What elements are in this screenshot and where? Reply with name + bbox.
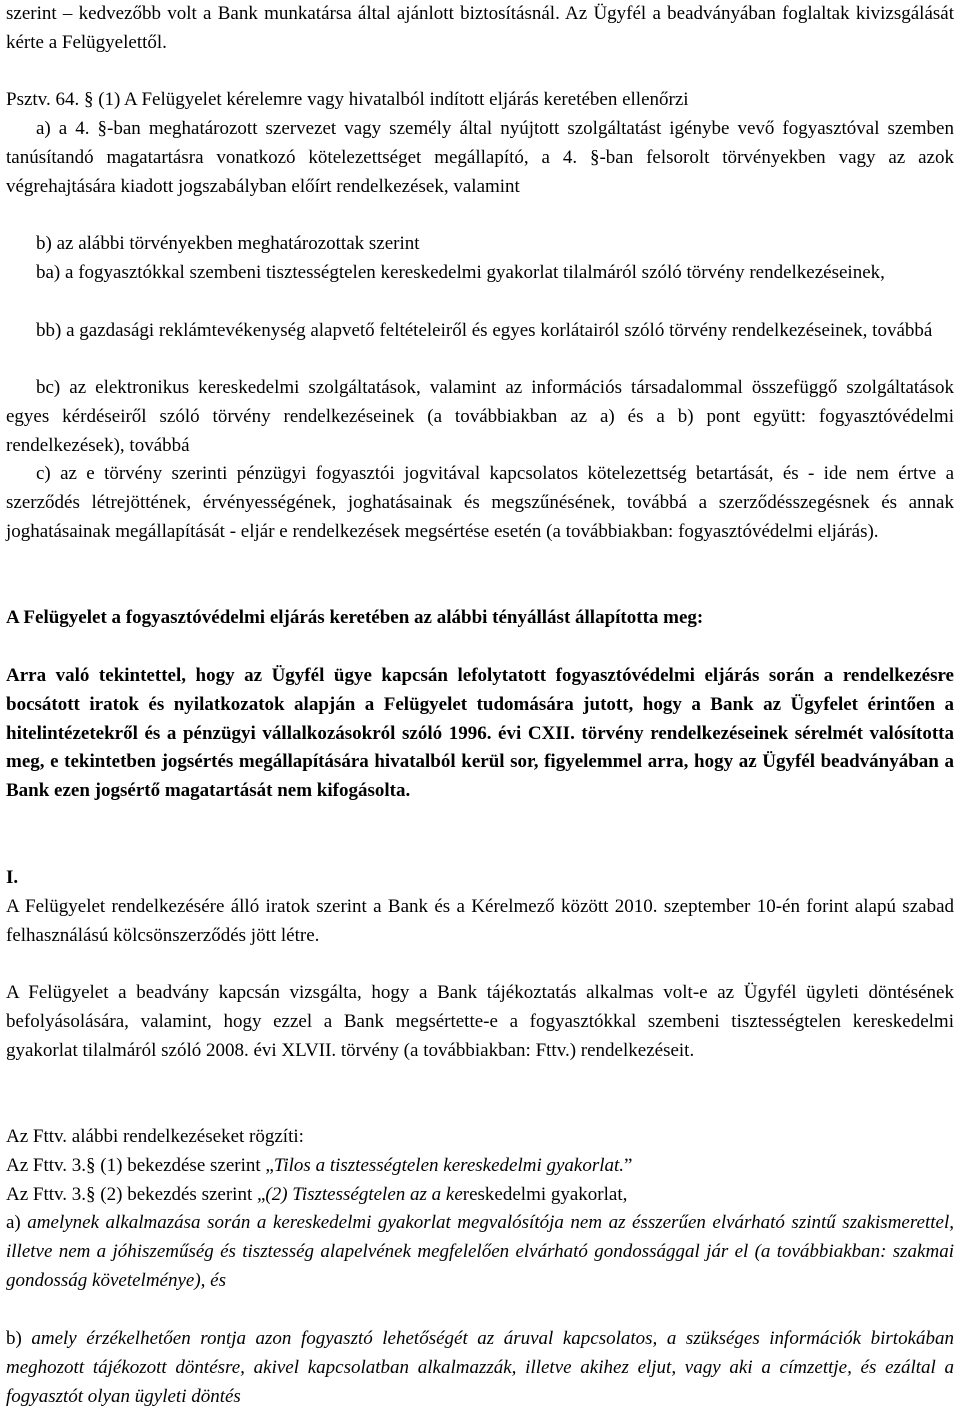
paragraph-psztv: Psztv. 64. § (1) A Felügyelet kérelemre vagy hivatalból indított eljárás keretében ellenőrzi [6, 89, 689, 110]
paragraph-section-I: A Felügyelet rendelkezésére álló iratok szerint a Bank és a Kérelmező között 2010. szeptember 10-én forint alapú szabad felhasználású kölcsönszerződés jött létre. [6, 896, 954, 946]
fttv-b-text: amely érzékelhetően rontja azon fogyasztó lehetőségét az áruval kapcsolatos, a szükséges információk birtokában meghozott tájékozott döntésre, akivel kapcsolatban alkalmazzák, illetve akihez eljut, vagy aki a címzettje, és ezáltal a fogyasztót olyan ügyleti döntés [6, 1328, 955, 1407]
paragraph-point-a: a) a 4. §-ban meghatározott szervezet vagy személy által nyújtott szolgáltatást igénybe vevő fogyasztóval szemben tanúsítandó magatartásra vonatkozó kötelezettséget megállapító, a 4. §-ban felsorolt törvényekben vagy az azok végrehajtására kiadott jogszabályban előírt rendelkezések, valamint [6, 118, 954, 197]
paragraph-examination: A Felügyelet a beadvány kapcsán vizsgálta, hogy a Bank tájékoztatás alkalmas volt-e az Ügyfél ügyleti döntésének befolyásolására, valamint, hogy ezzel a Bank megsértette-e a fogyasztókkal szembeni tisztességtelen kereskedelmi gyakorlat tilalmáról szóló 2008. évi XLVII. törvény (a továbbiakban: Fttv.) rendelkezéseit. [6, 982, 954, 1061]
fttv-3-2-quote: (2) Tisztességtelen az a ke [265, 1184, 463, 1205]
paragraph-point-bb: bb) a gazdasági reklámtevékenység alapvető feltételeiről és egyes korlátairól szóló törvény rendelkezéseinek, továbbá [36, 320, 933, 341]
fttv-3-1-quote: Tilos a tisztességtelen kereskedelmi gyakorlat. [273, 1155, 625, 1176]
heading-findings: A Felügyelet a fogyasztóvédelmi eljárás keretében az alábbi tényállást állapította meg: [6, 607, 704, 628]
paragraph-top: szerint – kedvezőbb volt a Bank munkatársa által ajánlott biztosításnál. Az Ügyfél a beadványában foglaltak kivizsgálását kérte a Felügyelettől. [6, 3, 954, 53]
fttv-3-2 [6, 1181, 954, 1210]
fttv-a-text: amelynek alkalmazása során a kereskedelmi gyakorlat megvalósítója nem az ésszerűen elvárható szintű szakismerettel, illetve nem a jóhiszeműség és tisztesség alapelvének megfelelően elvárható gondossággal jár el (a továbbiakban: szakmai gondosság követelménye), és [6, 1212, 954, 1291]
paragraph-point-bc: bc) az elektronikus kereskedelmi szolgáltatások, valamint az információs társadalommal összefüggő szolgáltatások egyes kérdéseiről szóló törvény rendelkezéseinek (a továbbiakban az a) és a b) pont együtt: fogyasztóvédelmi rendelkezések), továbbá [6, 377, 954, 456]
fttv-3-1 [6, 1152, 954, 1181]
fttv-3-2-prefix: Az Fttv. 3.§ (2) bekezdés szerint „ [6, 1184, 266, 1205]
section-heading-I: I. [6, 867, 19, 888]
paragraph-point-b: b) az alábbi törvényekben meghatározottak szerint [36, 233, 420, 254]
fttv-3-1-prefix: Az Fttv. 3.§ (1) bekezdése szerint „ [6, 1155, 274, 1176]
paragraph-fttv-b [6, 1325, 954, 1411]
fttv-3-2-suffix: reskedelmi gyakorlat, [462, 1184, 628, 1205]
paragraph-point-ba: ba) a fogyasztókkal szembeni tisztességtelen kereskedelmi gyakorlat tilalmáról szóló törvény rendelkezéseinek, [36, 262, 885, 283]
fttv-b-prefix: b) [6, 1328, 32, 1349]
fttv-3-1-suffix: ” [624, 1155, 633, 1176]
fttv-intro: Az Fttv. alábbi rendelkezéseket rögzíti: [6, 1126, 304, 1147]
paragraph-point-c: c) az e törvény szerinti pénzügyi fogyasztói jogvitával kapcsolatos kötelezettség betartását, és - ide nem értve a szerződés létrejöttének, érvényességének, joghatásainak és megszűnésének, továbbá a szerződésszegésnek és annak joghatásainak megállapítását - eljár e rendelkezések megsértése esetén (a továbbiakban: fogyasztóvédelmi eljárás). [6, 463, 954, 542]
paragraph-fttv-a [6, 1209, 954, 1295]
fttv-a-prefix: a) [6, 1212, 28, 1233]
paragraph-bold-finding: Arra való tekintettel, hogy az Ügyfél ügye kapcsán lefolytatott fogyasztóvédelmi eljárás során a rendelkezésre bocsátott iratok és nyilatkozatok alapján a Felügyelet tudomására jutott, hogy a Bank az Ügyfelet érintően a hitelintézetekről és a pénzügyi vállalkozásokról szóló 1996. évi CXII. törvény rendelkezéseinek sérelmét valósította meg, e tekintetben jogsértés megállapítására hivatalból kerül sor, figyelemmel arra, hogy az Ügyfél beadványában a Bank ezen jogsértő magatartását nem kifogásolta. [6, 665, 954, 802]
